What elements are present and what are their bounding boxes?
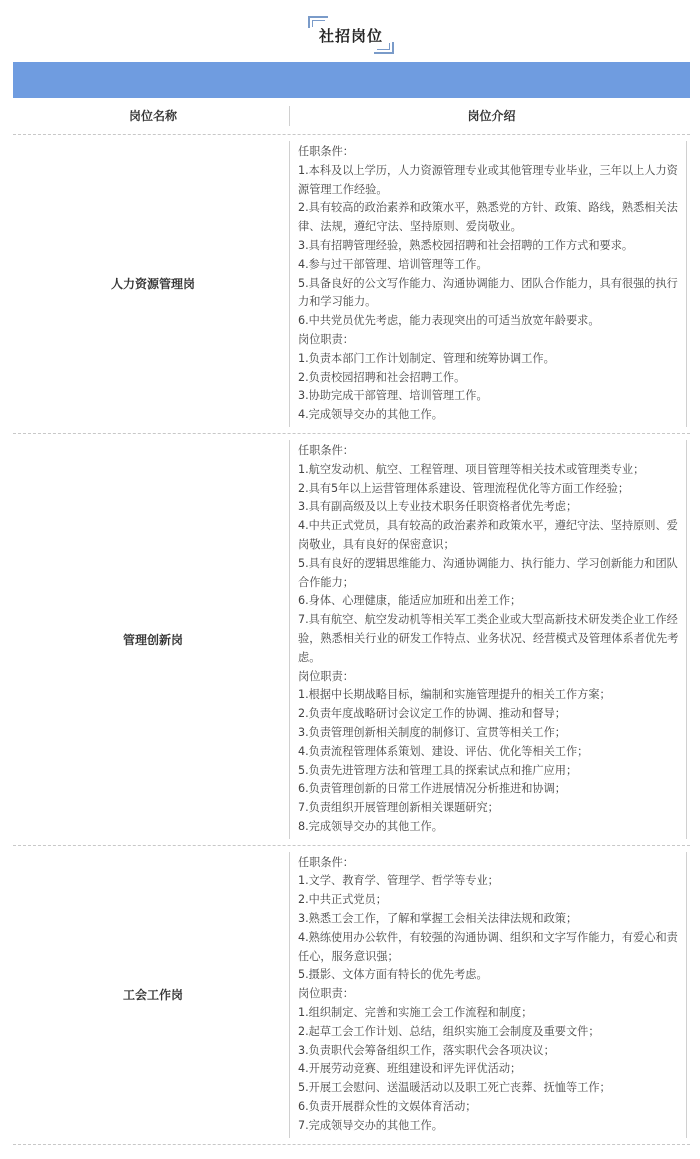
column-divider [289,106,290,126]
description-line: 3.具有副高级及以上专业技术职务任职资格者优先考虑； [298,500,578,514]
column-divider [289,852,290,1138]
table-row [13,846,690,1145]
position-description [298,135,685,433]
description-line: 4.完成领导交办的其他工作。 [298,408,443,422]
description-line: 2.负责年度战略研讨会议定工作的协调、推动和督导； [298,707,566,721]
column-header-desc: 岗位介绍 [467,109,516,123]
description-line: 1.本科及以上学历，人力资源管理专业或其他管理专业毕业，三年以上人力资源管理工作经验。 [298,163,678,196]
description-line: 5.开展工会慰问、送温暖活动以及职工死亡丧葬、抚恤等工作； [298,1081,611,1095]
description-line: 6.负责管理创新的日常工作进展情况分析推进和协调； [298,782,566,796]
position-name: 工会工作岗 [122,988,183,1003]
description-line: 1.航空发动机、航空、工程管理、项目管理等相关技术或管理类专业； [298,462,645,476]
description-line: 2.起草工会工作计划、总结，组织实施工会制度及重要文件； [298,1024,600,1038]
table-header [13,98,690,135]
corner-decoration-icon [374,42,394,54]
description-line: 岗位职责： [298,332,354,346]
description-line: 岗位职责： [298,987,354,1001]
description-line: 3.负责职代会筹备组织工作，落实职代会各项决议； [298,1043,555,1057]
position-description [298,434,685,845]
description-line: 任职条件： [298,855,354,869]
description-line: 5.摄影、文体方面有特长的优先考虑。 [298,968,488,982]
description-line: 3.负责管理创新相关制度的制修订、宣贯等相关工作； [298,725,566,739]
banner-bar [13,62,690,98]
description-line: 6.身体、心理健康，能适应加班和出差工作； [298,594,522,608]
description-line: 2.具有5年以上运营管理体系建设、管理流程优化等方面工作经验； [298,481,630,495]
description-line: 6.中共党员优先考虑，能力表现突出的可适当放宽年龄要求。 [298,314,600,328]
description-line: 6.负责开展群众性的文娱体育活动； [298,1100,477,1114]
description-line: 4.负责流程管理体系策划、建设、评估、优化等相关工作； [298,744,589,758]
right-divider [686,141,687,427]
description-line: 5.具备良好的公文写作能力、沟通协调能力、团队合作能力，具有很强的执行力和学习能力。 [298,276,678,309]
position-description [298,846,685,1144]
description-line: 1.文学、教育学、管理学、哲学等专业； [298,874,499,888]
description-line: 2.负责校园招聘和社会招聘工作。 [298,370,466,384]
table-row [13,135,690,434]
position-name: 管理创新岗 [122,632,183,647]
right-divider [686,852,687,1138]
description-line: 3.熟悉工会工作，了解和掌握工会相关法律法规和政策； [298,912,578,926]
description-line: 任职条件： [298,443,354,457]
description-line: 4.参与过干部管理、培训管理等工作。 [298,257,488,271]
position-name: 人力资源管理岗 [110,277,195,292]
description-line: 1.负责本部门工作计划制定、管理和统筹协调工作。 [298,351,555,365]
description-line: 1.组织制定、完善和实施工会工作流程和制度； [298,1006,533,1020]
description-line: 4.熟练使用办公软件，有较强的沟通协调、组织和文字写作能力，有爱心和责任心，服务意识强； [298,930,678,963]
page-title: 社招岗位 [318,27,383,45]
description-line: 3.具有招聘管理经验，熟悉校园招聘和社会招聘的工作方式和要求。 [298,238,634,252]
column-divider [289,440,290,839]
description-line: 4.开展劳动竞赛、班组建设和评先评优活动； [298,1062,522,1076]
description-line: 1.根据中长期战略目标，编制和实施管理提升的相关工作方案； [298,688,611,702]
description-line: 2.具有较高的政治素养和政策水平，熟悉党的方针、政策、路线，熟悉相关法律、法规，遵纪守法、坚持原则、爱岗敬业。 [298,201,678,234]
description-line: 7.完成领导交办的其他工作。 [298,1118,443,1132]
positions-table [13,98,690,1145]
description-line: 2.中共正式党员； [298,893,387,907]
column-divider [289,141,290,427]
description-line: 3.协助完成干部管理、培训管理工作。 [298,389,488,403]
table-row [13,434,690,846]
description-line: 7.具有航空、航空发动机等相关军工类企业或大型高新技术研发类企业工作经验，熟悉相关行业的研发工作特点、业务状况、经营模式及管理体系者优先考虑。 [298,613,679,664]
description-line: 5.负责先进管理方法和管理工具的探索试点和推广应用； [298,763,578,777]
description-line: 5.具有良好的逻辑思维能力、沟通协调能力、执行能力、学习创新能力和团队合作能力； [298,556,678,589]
description-line: 8.完成领导交办的其他工作。 [298,819,443,833]
description-line: 7.负责组织开展管理创新相关课题研究； [298,801,499,815]
description-line: 岗位职责： [298,669,354,683]
right-divider [686,440,687,839]
section-title [0,14,700,60]
column-header-name: 岗位名称 [128,109,177,123]
table-body [13,135,690,1145]
description-line: 4.中共正式党员，具有较高的政治素养和政策水平，遵纪守法、坚持原则、爱岗敬业，具有良好的保密意识； [298,519,678,551]
title-frame [308,16,394,54]
description-line: 任职条件： [298,145,354,158]
